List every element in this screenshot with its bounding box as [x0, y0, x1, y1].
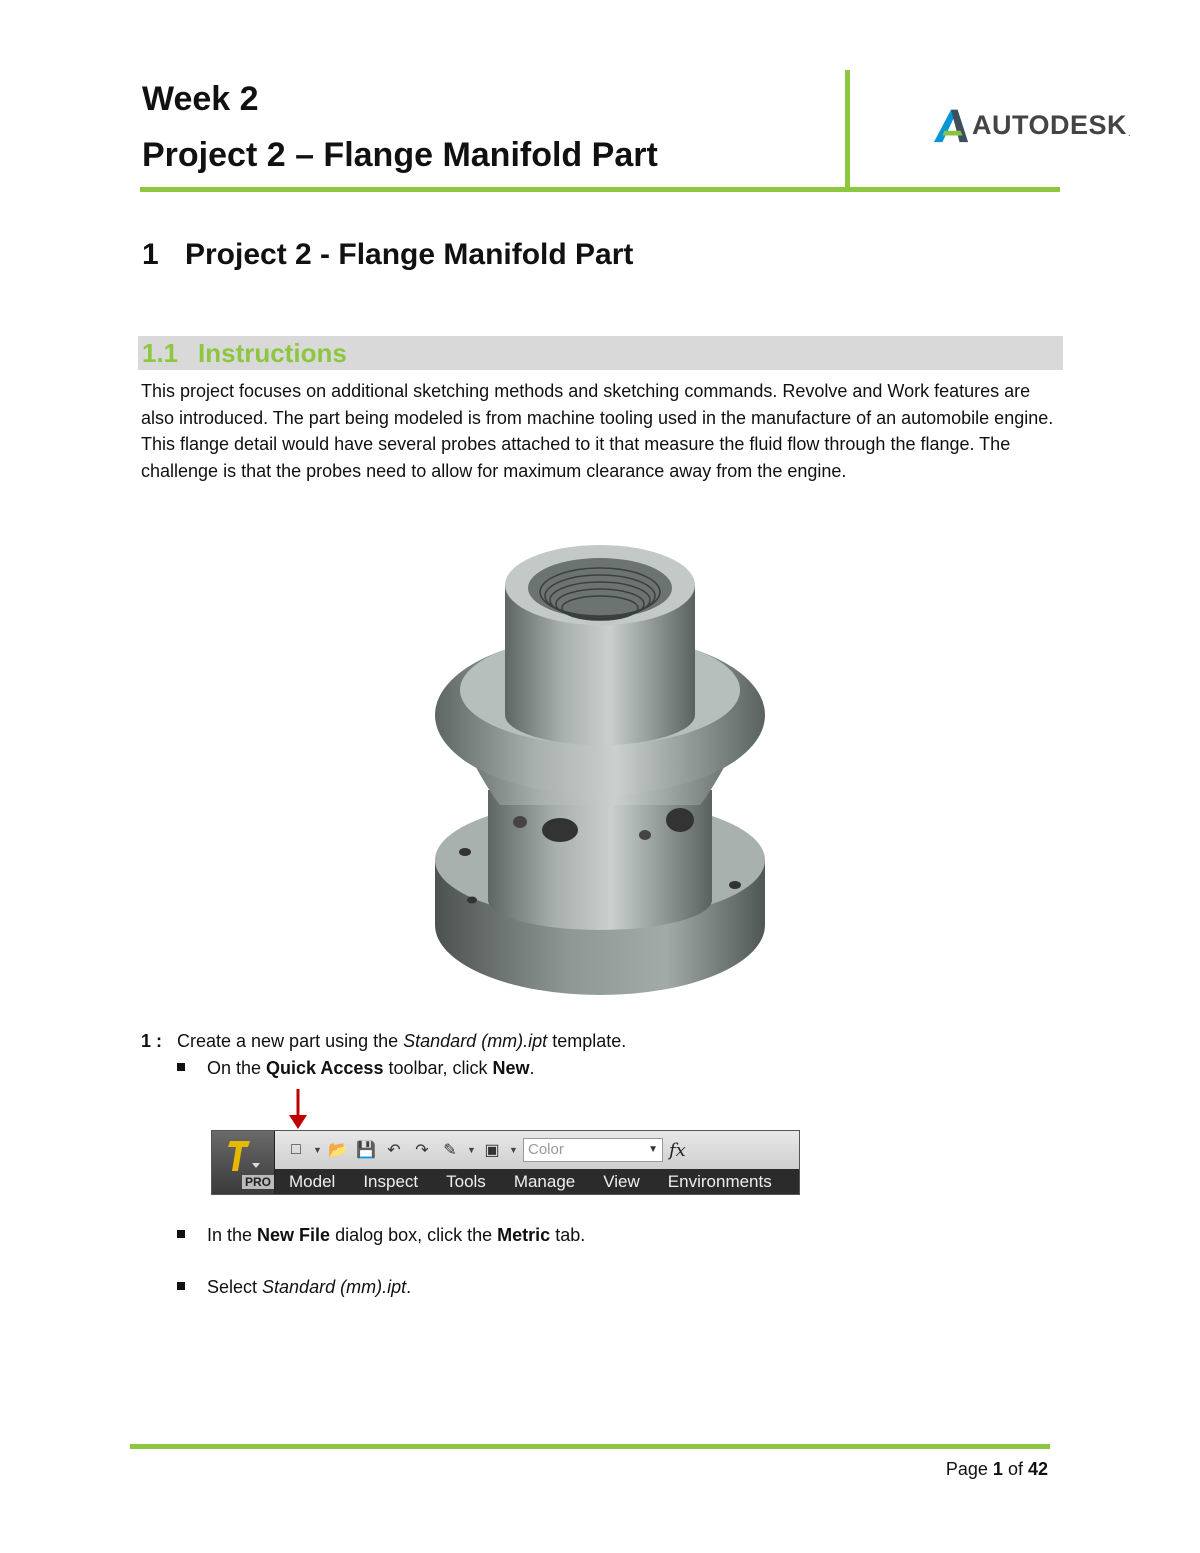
bullet-text: . — [529, 1058, 535, 1078]
header-divider-vertical — [845, 70, 850, 190]
pro-badge: PRO — [242, 1175, 274, 1189]
tab-model: Model — [289, 1171, 336, 1191]
bullet-italic-template: Standard (mm).ipt — [262, 1277, 407, 1297]
autodesk-logo-tm: . — [1128, 128, 1131, 138]
subsection-number: 1.1 — [142, 338, 179, 368]
open-folder-icon: 📂 — [328, 1142, 348, 1159]
subsection-heading — [142, 338, 347, 369]
bullet-square-icon — [177, 1282, 185, 1290]
appearance-icon: ✎ — [443, 1142, 457, 1159]
bullet-text: On the — [207, 1058, 267, 1078]
bullet-new-file — [177, 1225, 585, 1246]
step-text-pre: Create a new part using the — [177, 1031, 404, 1051]
bullet-bold-new-file: New File — [257, 1225, 331, 1245]
chevron-down-icon: ▼ — [648, 1144, 658, 1155]
chevron-down-icon: ▼ — [509, 1145, 518, 1155]
color-dropdown — [523, 1138, 663, 1162]
page-current: 1 — [992, 1459, 1003, 1479]
step-1 — [141, 1031, 626, 1052]
chevron-down-icon: ▼ — [467, 1145, 476, 1155]
autodesk-logo — [932, 106, 1131, 144]
redo-icon: ↷ — [415, 1142, 429, 1159]
page-label: Page — [945, 1459, 988, 1479]
intro-paragraph: This project focuses on additional sketching methods and sketching commands. Revolve and Work features are also introduced. The part being modeled is from machine tooling used in the manufacture of an automobile engine. This flange detail would have several probes attached to it that measure the fluid flow through the flange. The challenge is that the probes need to allow for maximum clearance away from the engine. — [141, 381, 1054, 481]
bullet-select-template — [177, 1277, 411, 1298]
bullet-bold-quick-access: Quick Access — [266, 1058, 384, 1078]
step-number: 1 : — [141, 1031, 163, 1051]
section-heading — [142, 238, 633, 272]
header-week: Week 2 — [142, 80, 259, 118]
section-number: 1 — [142, 238, 159, 271]
bullet-square-icon — [177, 1063, 185, 1071]
ribbon-tabs — [275, 1169, 799, 1194]
bullet-bold-metric: Metric — [497, 1225, 551, 1245]
bullet-text: tab. — [550, 1225, 586, 1245]
undo-icon: ↶ — [387, 1142, 401, 1159]
flange-manifold-image — [420, 530, 780, 1005]
bullet-quick-access — [177, 1058, 535, 1079]
bullet-text: dialog box, click the — [330, 1225, 498, 1245]
tab-inspect: Inspect — [363, 1171, 419, 1191]
bullet-square-icon — [177, 1230, 185, 1238]
tab-view: View — [603, 1171, 640, 1191]
section-title: Project 2 - Flange Manifold Part — [185, 238, 634, 271]
red-arrow-icon — [286, 1089, 310, 1131]
save-icon: 💾 — [356, 1142, 376, 1159]
inventor-toolbar-screenshot — [211, 1130, 800, 1195]
autodesk-logo-icon — [932, 106, 970, 144]
autodesk-logo-text: AUTODESK — [972, 109, 1128, 140]
bullet-text: In the — [207, 1225, 258, 1245]
tab-environments: Environments — [667, 1171, 772, 1191]
chevron-down-icon: ▼ — [313, 1145, 322, 1155]
bullet-text: . — [406, 1277, 412, 1297]
step-text-template: Standard (mm).ipt — [403, 1031, 548, 1051]
header-project-title: Project 2 – Flange Manifold Part — [142, 136, 658, 174]
page-total: 42 — [1027, 1459, 1048, 1479]
bullet-text: Select — [207, 1277, 263, 1297]
select-icon: ▣ — [484, 1142, 500, 1159]
page-number — [946, 1459, 1048, 1480]
subsection-title: Instructions — [198, 338, 347, 368]
footer-divider — [130, 1444, 1050, 1449]
page-of-label: of — [1007, 1459, 1023, 1479]
tab-manage: Manage — [513, 1171, 576, 1191]
tab-tools: Tools — [446, 1171, 486, 1191]
bullet-text: toolbar, click — [383, 1058, 493, 1078]
quick-access-toolbar — [275, 1131, 799, 1169]
header-divider-horizontal — [140, 187, 1060, 192]
inventor-app-button — [212, 1131, 275, 1194]
bullet-bold-new: New — [492, 1058, 530, 1078]
new-file-icon: □ — [291, 1141, 301, 1158]
step-text-post: template. — [547, 1031, 627, 1051]
parameters-icon: fx — [669, 1139, 686, 1161]
color-placeholder: Color — [528, 1141, 564, 1158]
inventor-logo-icon — [222, 1137, 262, 1177]
